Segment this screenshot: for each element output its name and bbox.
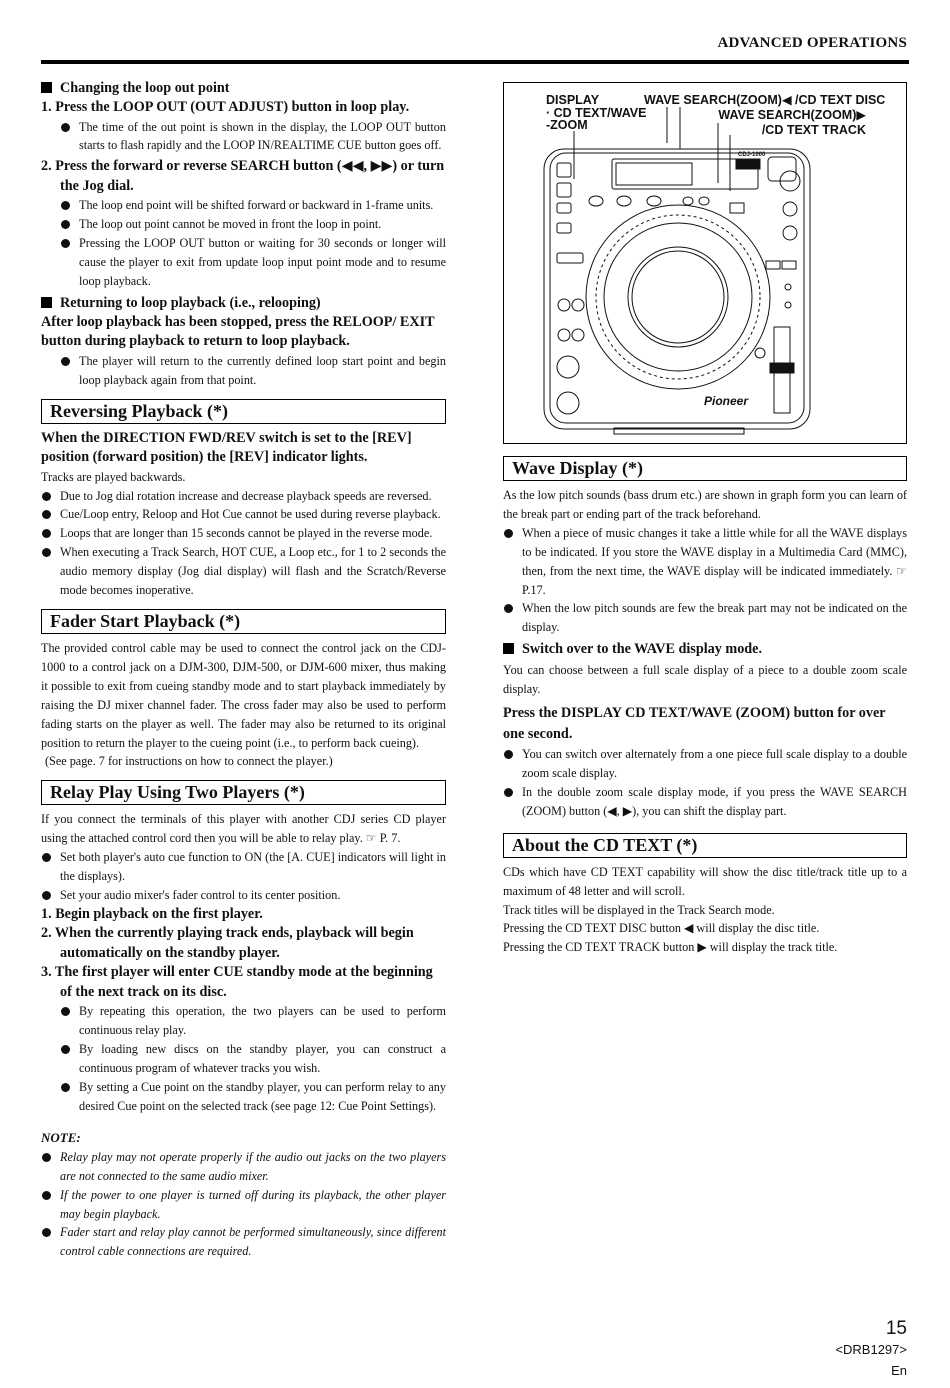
cd-text-p4: Pressing the CD TEXT TRACK button ▶ will display the track title. (503, 940, 838, 955)
cd-text-p3: Pressing the CD TEXT DISC button ◀ will display the disc title. (503, 921, 820, 936)
reverse-intro: Tracks are played backwards. (41, 469, 186, 484)
reverse-instruction: When the DIRECTION FWD/REV switch is set to the [REV] position (forward position) the [REV] indicator lights. (41, 429, 412, 466)
fader-see-page: (See page. 7 for instructions on how to connect the player.) (45, 754, 333, 769)
bullet-icon (61, 1045, 70, 1054)
wave-switch-heading: Switch over to the WAVE display mode. (503, 639, 907, 659)
note-heading: NOTE: (41, 1129, 81, 1145)
square-bullet-icon (503, 643, 514, 654)
relay-text: If you connect the terminals of this player with another CDJ series CD player using the attached control cord then you will be able to relay play. ☞ P. 7. (41, 812, 446, 846)
bullet-icon (61, 357, 70, 366)
bullet-icon (504, 529, 513, 538)
bullet-icon (504, 750, 513, 759)
bullet-icon (504, 788, 513, 797)
section-header: ADVANCED OPERATIONS (717, 35, 907, 51)
bullet-item: You can switch over alternately from a one piece full scale display to a double zoom scale display. (503, 745, 907, 783)
relay-play-title: Relay Play Using Two Players (*) (41, 780, 446, 805)
reloop-heading: Returning to loop playback (i.e., relooping) (41, 293, 446, 313)
bullet-icon (42, 891, 51, 900)
left-column (41, 76, 446, 1261)
bullet-icon (42, 529, 51, 538)
bullet-item: Loops that are longer than 15 seconds cannot be played in the reverse mode. (41, 524, 446, 543)
bullet-item: When executing a Track Search, HOT CUE, a Loop etc., for 1 to 2 seconds the audio memory display (Jog dial display) will flash and the Scratch/Reverse mode becomes inoperative. (41, 543, 446, 600)
bullet-icon (42, 1191, 51, 1200)
bullet-icon (42, 1153, 51, 1162)
bullet-icon (504, 604, 513, 613)
header-rule (41, 60, 909, 64)
wave-switch-text: You can choose between a full scale display of a piece to a double zoom scale display. (503, 663, 907, 697)
language-code: En (891, 1363, 907, 1378)
note-item: Relay play may not operate properly if the audio out jacks on the two players are not connected to the same audio mixer. (41, 1148, 446, 1186)
bullet-icon (61, 1083, 70, 1092)
bullet-icon (42, 510, 51, 519)
bullet-item: The loop end point will be shifted forward or backward in 1-frame units. (60, 196, 446, 215)
bullet-icon (42, 1228, 51, 1237)
bullet-item: Cue/Loop entry, Reloop and Hot Cue cannot be used during reverse playback. (41, 505, 446, 524)
page-number: 15 (885, 1318, 907, 1339)
relay-step-2: 2. When the currently playing track ends, playback will begin automatically on the standby player. (41, 925, 414, 961)
bullet-item: By loading new discs on the standby player, you can construct a continuous program of whatever tracks you wish. (60, 1040, 446, 1078)
relay-step-3: 3. The first player will enter CUE standby mode at the beginning of the next track on its disc. (41, 964, 433, 1000)
note-item: Fader start and relay play cannot be performed simultaneously, since different control cable connections are required. (41, 1223, 446, 1261)
bullet-item: Set your audio mixer's fader control to its center position. (41, 886, 446, 905)
bullet-item: The loop out point cannot be moved in front the loop in point. (60, 215, 446, 234)
bullet-icon (61, 201, 70, 210)
wave-intro: As the low pitch sounds (bass drum etc.) are shown in graph form you can learn of the break part or ending part of the track beforehand. (503, 488, 907, 521)
bullet-icon (42, 492, 51, 501)
bullet-item: Pressing the LOOP OUT button or waiting for 30 seconds or longer will cause the player to exit from update loop input point mode and to resume loop playback. (60, 234, 446, 291)
player-drawing (504, 83, 906, 443)
wave-press-instruction: Press the DISPLAY CD TEXT/WAVE (ZOOM) button for over one second. (503, 705, 886, 743)
relay-step-1: 1. Begin playback on the first player. (41, 905, 263, 922)
bullet-icon (61, 1007, 70, 1016)
reloop-instruction: After loop playback has been stopped, press the RELOOP/ EXIT button during playback to return to loop playback. (41, 313, 435, 350)
bullet-item: Due to Jog dial rotation increase and decrease playback speeds are reversed. (41, 487, 446, 506)
loop-out-step-2: 2. Press the forward or reverse SEARCH button (◀◀, ▶▶) or turn the Jog dial. (41, 158, 445, 194)
label-wave-search-left: WAVE SEARCH(ZOOM)◀ /CD TEXT DISC (644, 93, 886, 107)
cd-text-title: About the CD TEXT (*) (503, 833, 907, 858)
cd-text-p2: Track titles will be displayed in the Track Search mode. (503, 902, 775, 917)
wave-display-title: Wave Display (*) (503, 456, 907, 481)
note-item: If the power to one player is turned off during its playback, the other player may begin playback. (41, 1186, 446, 1224)
reversing-playback-title: Reversing Playback (*) (41, 399, 446, 424)
cdj-1000-illustration (503, 82, 907, 444)
loop-out-step-1: 1. Press the LOOP OUT (OUT ADJUST) button in loop play. (41, 99, 410, 115)
bullet-icon (61, 123, 70, 132)
bullet-item: By setting a Cue point on the standby player, you can perform relay to any desired Cue point on the selected track (see page 12: Cue Point Settings). (60, 1078, 446, 1116)
cd-text-p1: CDs which have CD TEXT capability will show the disc title/track title up to a maximum of 48 letter and will scroll. (503, 864, 907, 898)
bullet-item: In the double zoom scale display mode, if you press the WAVE SEARCH (ZOOM) button (◀, ▶), you can shift the display part. (503, 783, 907, 821)
bullet-icon (42, 548, 51, 557)
bullet-icon (61, 239, 70, 248)
bullet-item: Set both player's auto cue function to ON (the [A. CUE] indicators will light in the displays). (41, 848, 446, 886)
bullet-item: When a piece of music changes it take a little while for all the WAVE displays to be indicated. If you store the WAVE display in a Multimedia Card (MMC), then, from the next time, the WAVE display will be indicated immediately. ☞ P.17. (503, 524, 907, 600)
bullet-item: The player will return to the currently defined loop start point and begin loop playback again from that point. (60, 352, 446, 390)
fader-text: The provided control cable may be used to connect the control jack on the CDJ-1000 to a control jack on a DJM-300, DJM-500, or DJM-600 mixer, thus making it possible to exit from cueing standby mode and to start playback immediately by raising the DJ mixer channel fader. The cross fader may also be used to perform fading starts on the player as well. The fader may also be returned to its original position to return the player to the cueing point (i.e., to perform back cueing). (41, 641, 446, 750)
document-code: <DRB1297> (835, 1342, 907, 1357)
fader-start-title: Fader Start Playback (*) (41, 609, 446, 634)
label-display: DISPLAY · CD TEXT/WAVE -ZOOM (546, 93, 647, 132)
square-bullet-icon (41, 297, 52, 308)
square-bullet-icon (41, 82, 52, 93)
bullet-icon (61, 220, 70, 229)
loop-out-heading: Changing the loop out point (41, 78, 446, 98)
brand-logo: Pioneer (703, 394, 748, 408)
bullet-item: The time of the out point is shown in the display, the LOOP OUT button starts to flash rapidly and the LOOP IN/REALTIME CUE button goes off. (60, 118, 446, 156)
bullet-item: When the low pitch sounds are few the break part may not be indicated on the display. (503, 599, 907, 637)
model-label: CDJ-1000 (738, 152, 766, 158)
bullet-icon (42, 853, 51, 862)
bullet-item: By repeating this operation, the two players can be used to perform continuous relay play. (60, 1002, 446, 1040)
right-column (503, 79, 907, 957)
label-wave-search-right: WAVE SEARCH(ZOOM)▶ /CD TEXT TRACK (718, 108, 866, 137)
